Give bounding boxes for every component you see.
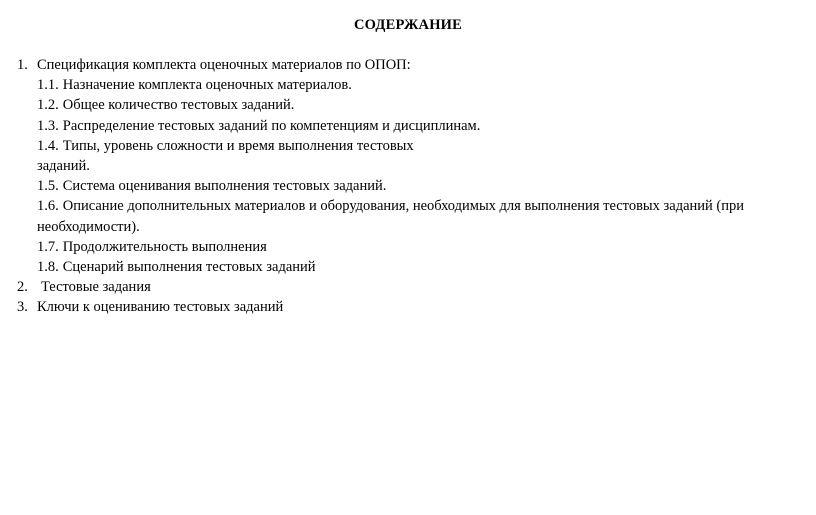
toc-item-label-continuation: заданий. [37,158,90,175]
toc-subitem-1-1 [17,75,807,95]
toc-item-number: 1.8. [37,259,59,276]
toc-subitem-1-2 [17,95,807,115]
toc-item-label: Общее количество тестовых заданий. [62,97,295,114]
toc-item-number: 1.2. [37,97,59,114]
toc-item-label: Сценарий выполнения тестовых заданий [62,259,316,276]
toc-item-number: 1.7. [37,238,59,255]
toc-subitem-1-8 [17,257,807,277]
toc-item-number: 1.5. [37,178,59,195]
table-of-contents [17,55,807,318]
toc-subitem-1-5 [17,176,807,196]
toc-item-1 [17,55,807,75]
toc-item-3 [17,297,807,317]
toc-subitem-1-4 [17,136,807,156]
toc-item-label: Система оценивания выполнения тестовых заданий. [62,178,387,195]
toc-item-number: 2. [17,279,28,296]
toc-item-label: Описание дополнительных материалов и оборудования, необходимых для выполнения тестовых заданий (при [62,198,745,215]
toc-item-number: 3. [17,299,28,316]
toc-subitem-1-6-continuation [17,217,807,237]
toc-item-number: 1.6. [37,198,59,215]
toc-item-number: 1.4. [37,137,59,154]
page-title: СОДЕРЖАНИЕ [353,17,463,33]
toc-subitem-1-7 [17,237,807,257]
toc-item-label: Тестовые задания [41,279,151,296]
toc-item-number: 1.3. [37,117,59,134]
toc-subitem-1-3 [17,116,807,136]
toc-item-label: Назначение комплекта оценочных материалов. [62,77,352,94]
toc-item-number: 1. [17,57,28,73]
toc-item-label: Распределение тестовых заданий по компетенциям и дисциплинам. [62,117,481,134]
toc-item-label: Типы, уровень сложности и время выполнения тестовых [62,137,414,154]
toc-item-number: 1.1. [37,77,59,94]
toc-item-2 [17,277,807,297]
toc-item-label-continuation: необходимости). [37,218,140,235]
toc-item-label: Спецификация комплекта оценочных материалов по ОПОП: [37,57,411,73]
toc-subitem-1-6 [17,196,807,216]
toc-item-label: Ключи к оцениванию тестовых заданий [37,299,284,316]
toc-subitem-1-4-continuation [17,156,807,176]
toc-item-label: Продолжительность выполнения [62,238,267,255]
